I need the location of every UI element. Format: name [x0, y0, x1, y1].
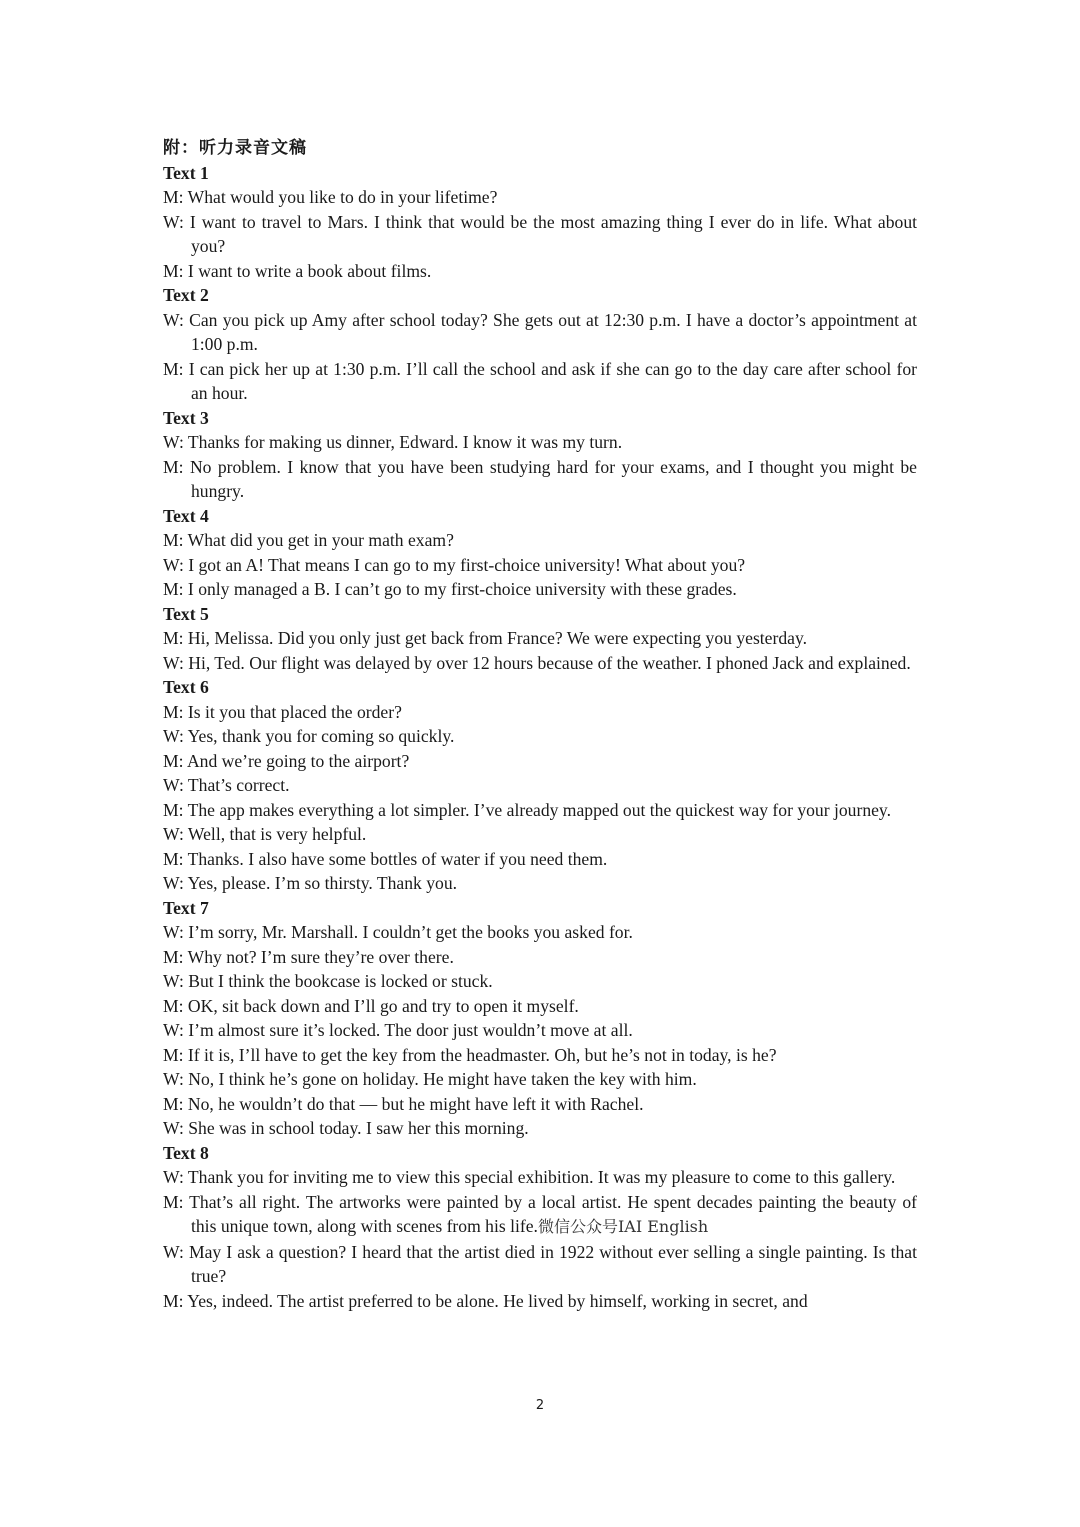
dialogue-text: M: What would you like to do in your lifetime?: [163, 187, 498, 207]
dialogue-text: M: No, he wouldn’t do that — but he might have left it with Rachel.: [163, 1093, 644, 1114]
dialogue-text: W: Thank you for inviting me to view this special exhibition. It was my pleasure to come to this gallery.: [163, 1167, 896, 1187]
dialogue-text: W: Yes, please. I’m so thirsty. Thank you.: [163, 873, 458, 893]
dialogue-text: W: I got an A! That means I can go to my first-choice university! What about you?: [163, 554, 746, 575]
dialogue-line: [163, 1043, 917, 1068]
dialogue-line: [163, 1092, 917, 1117]
dialogue-text: W: No, I think he’s gone on holiday. He might have taken the key with him.: [163, 1069, 697, 1089]
dialogue-line: [163, 1240, 917, 1289]
dialogue-text: M: I can pick her up at 1:30 p.m. I’ll call the school and ask if she can go to the day care after school for an hour.: [163, 358, 917, 403]
section-title: Text 8: [163, 1142, 209, 1163]
dialogue-text: M: No problem. I know that you have been studying hard for your exams, and I thought you might be hungry.: [163, 456, 917, 501]
section-title: Text 2: [163, 285, 209, 305]
section-title: Text 6: [163, 677, 209, 697]
dialogue-line: [163, 553, 917, 578]
dialogue-line: [163, 773, 917, 798]
dialogue-line: [163, 357, 917, 406]
dialogue-line: [163, 455, 917, 504]
dialogue-text: M: What did you get in your math exam?: [163, 530, 454, 550]
dialogue-line: [163, 1190, 917, 1240]
dialogue-text: M: Is it you that placed the order?: [163, 701, 402, 722]
dialogue-line: [163, 1116, 917, 1141]
dialogue-text: M: Yes, indeed. The artist preferred to be alone. He lived by himself, working in secret, and: [163, 1290, 808, 1311]
dialogue-line: [163, 577, 917, 602]
dialogue-text: W: I’m almost sure it’s locked. The door just wouldn’t move at all.: [163, 1020, 633, 1040]
transcript-section: [163, 1141, 917, 1314]
dialogue-line: [163, 1289, 917, 1314]
dialogue-line: [163, 430, 917, 455]
dialogue-text: W: Can you pick up Amy after school today? She gets out at 12:30 p.m. I have a doctor’s appointment at 1:00 p.m.: [163, 309, 917, 354]
dialogue-line: [163, 1067, 917, 1092]
dialogue-line: [163, 259, 917, 284]
section-title: Text 1: [163, 162, 209, 183]
dialogue-text: M: The app makes everything a lot simpler. I’ve already mapped out the quickest way for your journey.: [163, 799, 891, 820]
dialogue-text: W: I’m sorry, Mr. Marshall. I couldn’t get the books you asked for.: [163, 922, 633, 942]
dialogue-line: [163, 1165, 917, 1190]
dialogue-text: W: Well, that is very helpful.: [163, 824, 367, 844]
dialogue-text: W: Yes, thank you for coming so quickly.: [163, 726, 455, 746]
transcript-section: [163, 406, 917, 504]
dialogue-text: M: I want to write a book about films.: [163, 260, 432, 281]
section-title: Text 7: [163, 897, 209, 918]
dialogue-line: [163, 651, 917, 676]
dialogue-line: [163, 308, 917, 357]
dialogue-line: [163, 822, 917, 847]
page-heading: 附：听力录音文稿: [163, 138, 307, 158]
transcript-sections: [163, 161, 917, 1314]
dialogue-line: [163, 1018, 917, 1043]
section-title: Text 5: [163, 603, 209, 624]
dialogue-text: M: If it is, I’ll have to get the key from the headmaster. Oh, but he’s not in today, is he?: [163, 1044, 777, 1065]
dialogue-line: [163, 798, 917, 823]
transcript-section: [163, 896, 917, 1141]
transcript-section: [163, 602, 917, 676]
section-title: Text 3: [163, 407, 209, 428]
dialogue-line: [163, 626, 917, 651]
transcript-section: [163, 161, 917, 284]
watermark-text: 微信公众号IAI English: [537, 1217, 709, 1236]
dialogue-line: [163, 749, 917, 774]
dialogue-line: [163, 724, 917, 749]
section-title: Text 4: [163, 505, 209, 526]
dialogue-line: [163, 528, 917, 553]
dialogue-line: [163, 969, 917, 994]
dialogue-text: M: That’s all right. The artworks were painted by a local artist. He spent decades painting the beauty of this unique town, along with scenes from his life.: [163, 1191, 917, 1236]
dialogue-line: [163, 847, 917, 872]
dialogue-text: W: Thanks for making us dinner, Edward. I know it was my turn.: [163, 432, 623, 452]
dialogue-line: [163, 871, 917, 896]
document-page: [163, 136, 917, 1313]
transcript-section: [163, 283, 917, 406]
dialogue-line: [163, 185, 917, 210]
dialogue-text: M: And we’re going to the airport?: [163, 750, 410, 771]
dialogue-text: W: But I think the bookcase is locked or stuck.: [163, 971, 493, 991]
dialogue-text: M: Why not? I’m sure they’re over there.: [163, 946, 454, 967]
dialogue-line: [163, 994, 917, 1019]
dialogue-text: M: OK, sit back down and I’ll go and try to open it myself.: [163, 995, 579, 1016]
dialogue-text: M: Hi, Melissa. Did you only just get back from France? We were expecting you yesterday.: [163, 628, 808, 648]
dialogue-text: W: May I ask a question? I heard that the artist died in 1922 without ever selling a single painting. Is that true?: [163, 1241, 917, 1286]
dialogue-text: W: Hi, Ted. Our flight was delayed by over 12 hours because of the weather. I phoned Jack and explained.: [163, 652, 911, 673]
dialogue-text: W: I want to travel to Mars. I think that would be the most amazing thing I ever do in life. What about you?: [163, 211, 917, 256]
dialogue-line: [163, 920, 917, 945]
dialogue-text: M: Thanks. I also have some bottles of water if you need them.: [163, 848, 608, 869]
dialogue-line: [163, 700, 917, 725]
transcript-section: [163, 675, 917, 896]
dialogue-text: W: That’s correct.: [163, 775, 290, 795]
dialogue-text: W: She was in school today. I saw her this morning.: [163, 1118, 529, 1138]
page-number: 2: [535, 1398, 545, 1413]
dialogue-line: [163, 945, 917, 970]
transcript-section: [163, 504, 917, 602]
dialogue-text: M: I only managed a B. I can’t go to my first-choice university with these grades.: [163, 579, 737, 599]
dialogue-line: [163, 210, 917, 259]
